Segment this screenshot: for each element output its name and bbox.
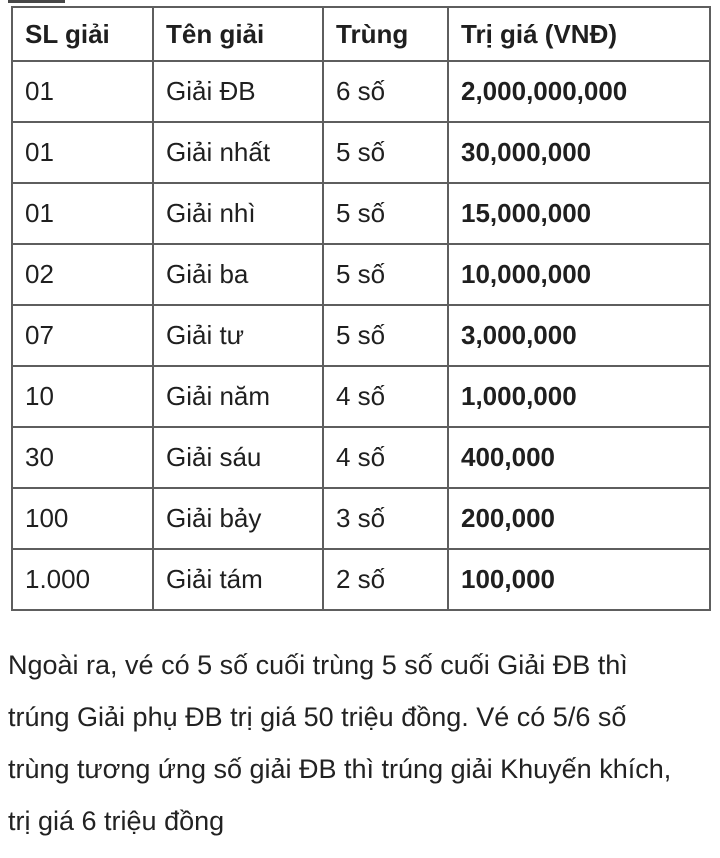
cell-value: 2,000,000,000 xyxy=(448,61,710,122)
table-row xyxy=(12,488,710,549)
cell-prize-name: Giải tám xyxy=(153,549,323,610)
footnote-line: trúng Giải phụ ĐB trị giá 50 triệu đồng. Vé có 5/6 số xyxy=(8,702,627,732)
clipped-element-top-edge xyxy=(8,0,65,3)
table-row xyxy=(12,183,710,244)
cell-prize-name: Giải ĐB xyxy=(153,61,323,122)
cell-prize-count: 10 xyxy=(12,366,153,427)
column-header-value: Trị giá (VNĐ) xyxy=(448,7,710,61)
footnote-line: Ngoài ra, vé có 5 số cuối trùng 5 số cuối Giải ĐB thì xyxy=(8,650,628,680)
cell-prize-count: 100 xyxy=(12,488,153,549)
cell-prize-count: 01 xyxy=(12,183,153,244)
cell-value: 400,000 xyxy=(448,427,710,488)
cell-match: 5 số xyxy=(323,183,448,244)
cell-match: 4 số xyxy=(323,366,448,427)
cell-match: 5 số xyxy=(323,305,448,366)
footnote xyxy=(8,639,708,847)
cell-prize-count: 1.000 xyxy=(12,549,153,610)
cell-value: 200,000 xyxy=(448,488,710,549)
cell-value: 10,000,000 xyxy=(448,244,710,305)
cell-prize-count: 01 xyxy=(12,61,153,122)
footnote-line: trị giá 6 triệu đồng xyxy=(8,806,225,836)
cell-prize-name: Giải sáu xyxy=(153,427,323,488)
cell-prize-count: 07 xyxy=(12,305,153,366)
column-header-prize-name: Tên giải xyxy=(153,7,323,61)
cell-match: 2 số xyxy=(323,549,448,610)
cell-prize-name: Giải tư xyxy=(153,305,323,366)
cell-match: 6 số xyxy=(323,61,448,122)
cell-prize-name: Giải bảy xyxy=(153,488,323,549)
cell-value: 100,000 xyxy=(448,549,710,610)
cell-prize-name: Giải năm xyxy=(153,366,323,427)
cell-prize-name: Giải nhất xyxy=(153,122,323,183)
cell-value: 1,000,000 xyxy=(448,366,710,427)
cell-match: 5 số xyxy=(323,122,448,183)
table-row xyxy=(12,427,710,488)
cell-match: 4 số xyxy=(323,427,448,488)
footnote-line: trùng tương ứng số giải ĐB thì trúng giải Khuyến khích, xyxy=(8,754,672,784)
table-row xyxy=(12,305,710,366)
cell-prize-count: 01 xyxy=(12,122,153,183)
table-row xyxy=(12,549,710,610)
table-row xyxy=(12,61,710,122)
table-header-row xyxy=(12,7,710,61)
column-header-prize-count: SL giải xyxy=(12,7,153,61)
cell-value: 30,000,000 xyxy=(448,122,710,183)
table-row xyxy=(12,244,710,305)
cell-match: 3 số xyxy=(323,488,448,549)
cell-prize-count: 02 xyxy=(12,244,153,305)
column-header-match: Trùng xyxy=(323,7,448,61)
prize-structure-table xyxy=(11,6,711,611)
cell-match: 5 số xyxy=(323,244,448,305)
cell-value: 15,000,000 xyxy=(448,183,710,244)
cell-value: 3,000,000 xyxy=(448,305,710,366)
cell-prize-name: Giải nhì xyxy=(153,183,323,244)
table-row xyxy=(12,122,710,183)
cell-prize-name: Giải ba xyxy=(153,244,323,305)
table-row xyxy=(12,366,710,427)
cell-prize-count: 30 xyxy=(12,427,153,488)
